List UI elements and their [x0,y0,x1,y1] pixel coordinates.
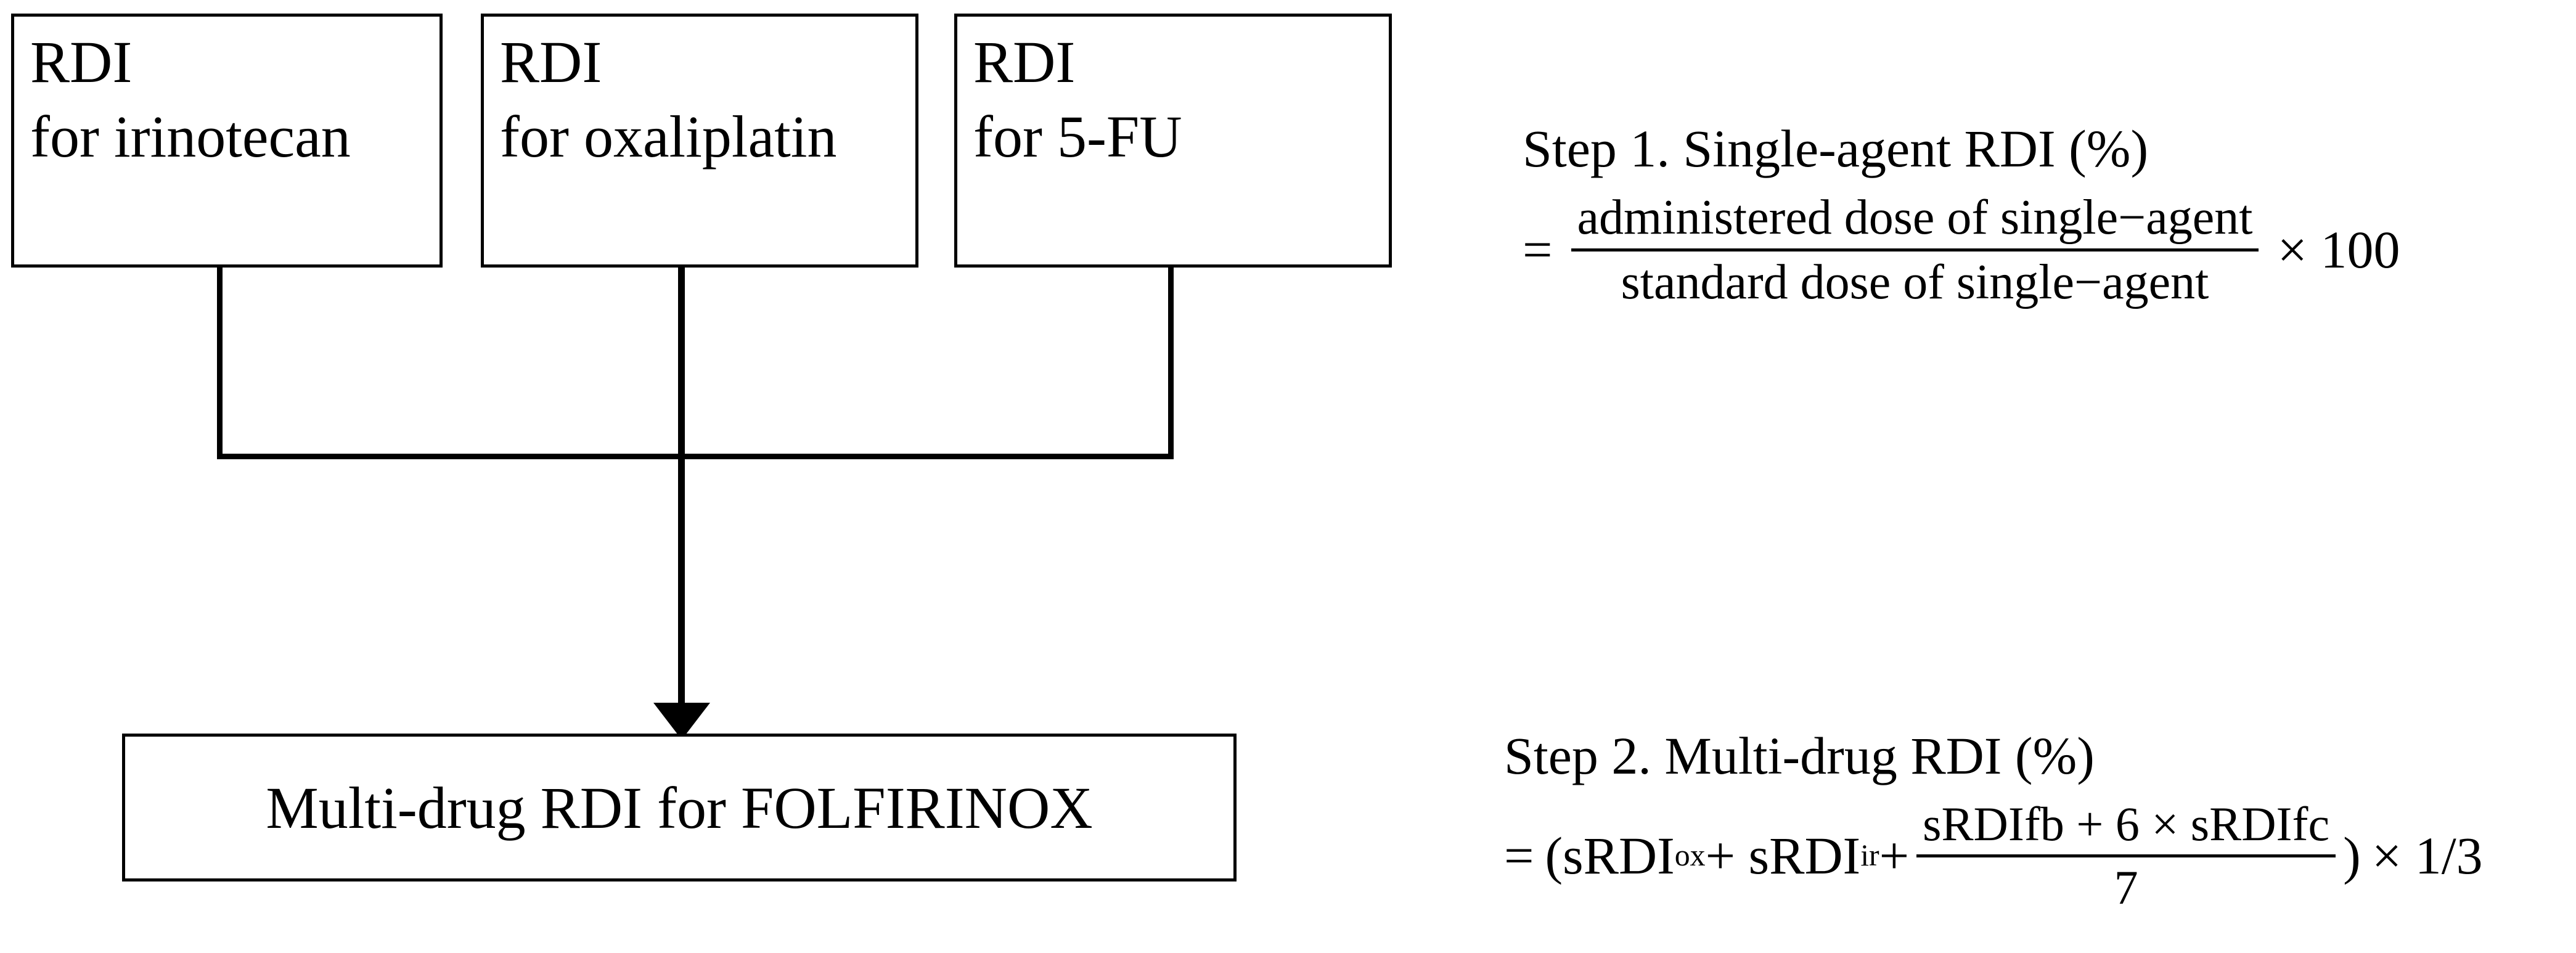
connector-horizontal-bus [217,454,1174,459]
drug-box-5fu-line2: for 5-FU [973,103,1182,170]
result-box-label: Multi-drug RDI for FOLFIRINOX [266,774,1093,841]
step-1-equation [1523,189,2400,311]
step-1-title: Step 1. Single-agent RDI (%) [1523,119,2149,178]
step-2-plus2: + [1879,825,1910,885]
drug-box-oxaliplatin-line1: RDI [500,29,602,95]
step-1-denominator: standard dose of single−agent [1621,255,2209,310]
step-1-equals: = [1523,220,1553,280]
drug-box-irinotecan-line1: RDI [30,29,133,95]
step-2-numerator: sRDIfb + 6 × sRDIfc [1916,796,2336,857]
connector-irinotecan-drop [217,268,223,459]
drug-box-5fu-line1: RDI [973,29,1076,95]
result-box-multidrug-rdi [122,734,1237,881]
drug-box-5fu [954,14,1392,268]
step-2-multiplier: × 1/3 [2371,825,2483,885]
step-2-equation [1504,796,2483,915]
step-2-close-paren: ) [2343,825,2361,885]
formula-column [1504,0,2570,953]
step-2-fraction [1916,796,2336,915]
step-2-open-paren: (sRDI [1545,825,1675,885]
step-2-sub-ox: ox [1674,838,1706,873]
drug-box-oxaliplatin-line2: for oxaliplatin [500,103,837,170]
connector-oxaliplatin-drop [678,268,685,729]
connector-5fu-drop [1168,268,1174,459]
step-2-plus1: + sRDI [1705,825,1861,885]
drug-box-oxaliplatin [481,14,918,268]
formula-step-1 [1523,117,2400,311]
step-2-sub-ir: ir [1860,838,1879,873]
step-2-title: Step 2. Multi-drug RDI (%) [1504,726,2095,785]
step-1-fraction [1571,189,2259,311]
step-2-denominator: 7 [2114,860,2138,914]
formula-step-2 [1504,724,2483,915]
step-1-multiplier: × 100 [2277,220,2400,280]
step-1-numerator: administered dose of single−agent [1571,189,2259,252]
step-2-equals: = [1504,825,1534,885]
drug-box-irinotecan [11,14,443,268]
drug-box-irinotecan-line2: for irinotecan [30,103,351,170]
